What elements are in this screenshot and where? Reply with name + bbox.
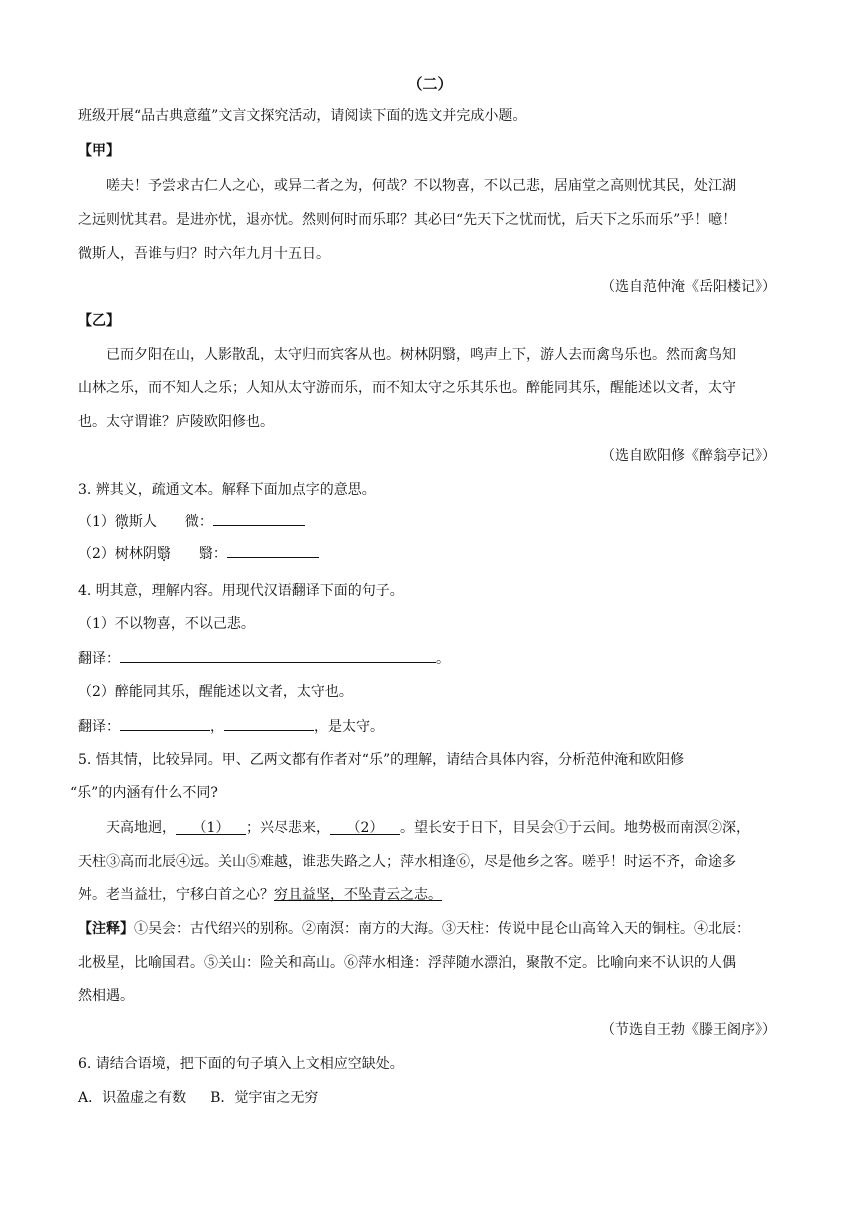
- question-6-stem: 6. 请结合语境，把下面的句子填入上文相应空缺处。: [78, 1056, 404, 1072]
- intro-text: 班级开展“品古典意蕴”文言文探究活动，请阅读下面的选文并完成小题。: [78, 108, 527, 124]
- translate-label: 翻译：: [78, 651, 120, 667]
- question-4-stem: 4. 明其意，理解内容。用现代汉语翻译下面的句子。: [78, 583, 404, 599]
- item-text: 斯人: [128, 514, 157, 530]
- passage-3-line: [106, 818, 750, 838]
- question-3-item-2: [78, 543, 319, 564]
- passage-3-source: （节选自王勃《滕王阁序》）: [601, 1022, 776, 1038]
- answer-blank[interactable]: [120, 648, 436, 663]
- passage-3-line: [78, 885, 442, 905]
- yi-line: 山林之乐，而不知人之乐；人知从太守游而乐，而不知太守之乐其乐也。醉能同其乐，醒能述以文者，太守: [78, 380, 736, 396]
- fill-blank-1[interactable]: [176, 818, 246, 835]
- question-5-stem: 5. 悟其情，比较异同。甲、乙两文都有作者对“乐”的理解，请结合具体内容，分析范仲淹和欧阳修: [78, 752, 685, 768]
- jia-line: 之远则忧其君。是进亦忧，退亦忧。然则何时而乐耶？其必曰“先天下之忧而忧，后天下之乐而乐”乎！噫！: [78, 212, 737, 228]
- fill-blank-2[interactable]: [330, 818, 400, 835]
- yi-line: 也。太守谓谁？庐陵欧阳修也。: [78, 414, 274, 430]
- dotted-char: 微: [114, 514, 129, 530]
- jia-source: （选自范仲淹《岳阳楼记》）: [601, 279, 776, 295]
- passage-text: 天高地迥，: [106, 820, 176, 836]
- section-title: （二）: [407, 75, 453, 93]
- option-b: B．觉宇宙之无穷: [210, 1090, 319, 1106]
- blank-number: （2）: [346, 820, 384, 836]
- question-3-stem: 3. 辨其义，疏通文本。解释下面加点字的意思。: [78, 482, 376, 498]
- question-4-item-1: （1）不以物喜，不以己悲。: [78, 616, 255, 632]
- question-3-item-1: [78, 511, 305, 532]
- translation-line-2: [78, 716, 384, 737]
- punctuation: ，: [210, 719, 224, 735]
- jia-label: 【甲】: [78, 143, 120, 159]
- passage-text: 。望长安于日下，目吴会①于云间。地势极而南溟②深，: [400, 820, 750, 836]
- item-text: （2）树林阴: [78, 546, 157, 562]
- notes-line: 北极星，比喻国君。⑤关山：险关和高山。⑥萍水相逢：浮萍随水漂泊，聚散不定。比喻向来不认识的人偶: [78, 955, 736, 971]
- passage-text: ；兴尽悲来，: [246, 820, 330, 836]
- punctuation: 。: [436, 651, 450, 667]
- item-label: 微：: [184, 514, 213, 530]
- underlined-sentence: 穷且益坚，不坠青云之志。: [274, 887, 442, 903]
- answer-blank[interactable]: [120, 716, 210, 731]
- translate-label: 翻译：: [78, 719, 120, 735]
- answer-blank[interactable]: [227, 543, 319, 558]
- question-5-stem: “乐”的内涵有什么不同?: [70, 785, 218, 801]
- option-a: A．识盈虚之有数: [78, 1090, 187, 1106]
- notes-text: ①吴会：古代绍兴的别称。②南溟：南方的大海。③天柱：传说中昆仑山高耸入天的铜柱。④北辰：: [134, 921, 750, 937]
- notes-line: 然相遇。: [78, 988, 134, 1004]
- jia-line: 微斯人，吾谁与归？时六年九月十五日。: [78, 246, 330, 262]
- translation-line-1: [78, 648, 450, 669]
- passage-3-line: 天柱③高而北辰④远。关山⑤难越，谁悲失路之人；萍水相逢⑥，尽是他乡之客。嗟乎！时运不齐，命途多: [78, 854, 736, 870]
- notes-line: [78, 919, 750, 939]
- answer-blank[interactable]: [224, 716, 314, 731]
- question-4-item-2: （2）醉能同其乐，醒能述以文者，太守也。: [78, 684, 353, 700]
- item-label: 翳：: [198, 546, 227, 562]
- blank-number: （1）: [192, 820, 230, 836]
- jia-line: 嗟夫！予尝求古仁人之心，或异二者之为，何哉？不以物喜，不以己悲，居庙堂之高则忧其民，处江湖: [106, 178, 736, 194]
- yi-line: 已而夕阳在山，人影散乱，太守归而宾客从也。树林阴翳，鸣声上下，游人去而禽鸟乐也。然而禽鸟知: [106, 347, 736, 363]
- yi-label: 【乙】: [78, 313, 120, 329]
- passage-text: 舛。老当益壮，宁移白首之心？: [78, 887, 274, 903]
- answer-blank[interactable]: [213, 511, 305, 526]
- yi-source: （选自欧阳修《醉翁亭记》）: [601, 448, 776, 464]
- question-6-options: [78, 1088, 318, 1108]
- notes-label: 【注释】: [78, 921, 134, 937]
- dotted-char: 翳: [156, 546, 171, 562]
- translation-ending: ，是太守。: [314, 719, 384, 735]
- item-number: （1）: [78, 514, 115, 530]
